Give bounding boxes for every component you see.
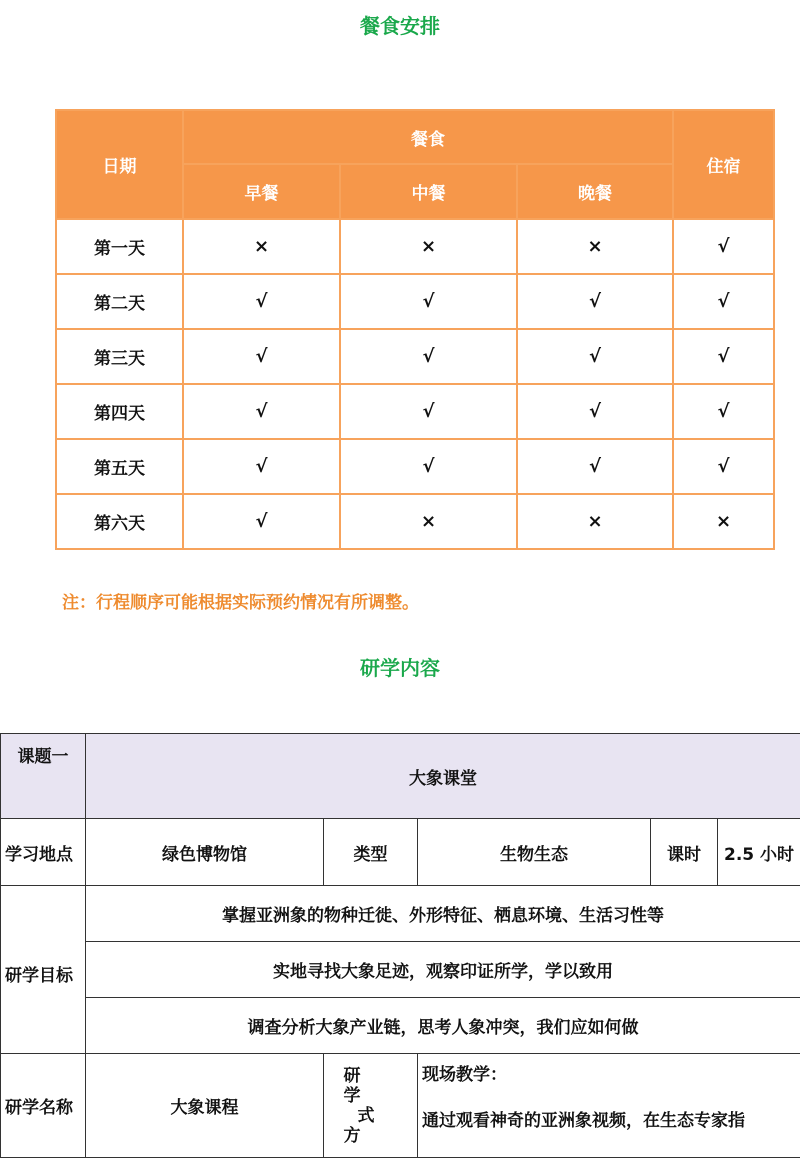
dinner-mark: √: [517, 439, 673, 494]
lodging-mark: √: [673, 384, 774, 439]
table-row: [56, 384, 774, 439]
breakfast-mark: √: [183, 439, 340, 494]
table-row: [56, 274, 774, 329]
meals-header: 餐食: [183, 110, 673, 164]
location-value: 绿色博物馆: [86, 819, 324, 886]
method-title: 现场教学：: [422, 1062, 800, 1088]
breakfast-mark: √: [183, 494, 340, 549]
topic-label-cell: [1, 734, 86, 819]
table-row: [56, 329, 774, 384]
day-label: 第五天: [56, 439, 183, 494]
type-label: 类型: [324, 819, 418, 886]
method-label-char: 式: [358, 1106, 375, 1126]
date-header: 日期: [56, 110, 183, 219]
breakfast-mark: √: [183, 329, 340, 384]
lodging-mark: √: [673, 274, 774, 329]
meal-table: [55, 109, 775, 550]
breakfast-mark: √: [183, 384, 340, 439]
dinner-mark: √: [517, 329, 673, 384]
name-row: [1, 1054, 800, 1158]
topic-label: 课题一: [18, 747, 69, 767]
dinner-mark: √: [517, 274, 673, 329]
method-content: [418, 1054, 800, 1158]
goal-item: 调查分析大象产业链，思考人象冲突，我们应如何做: [86, 998, 800, 1054]
breakfast-mark: ×: [183, 219, 340, 274]
location-label: 学习地点: [1, 819, 86, 886]
goal-row: [1, 942, 800, 998]
type-value: 生物生态: [418, 819, 651, 886]
dinner-header: 晚餐: [517, 164, 673, 219]
dinner-mark: ×: [517, 219, 673, 274]
lunch-mark: ×: [340, 494, 517, 549]
day-label: 第三天: [56, 329, 183, 384]
table-row: [56, 219, 774, 274]
research-content-title: 研学内容: [0, 652, 800, 681]
lodging-mark: √: [673, 219, 774, 274]
breakfast-header: 早餐: [183, 164, 340, 219]
goal-row: [1, 998, 800, 1054]
goals-label-cell: [1, 886, 86, 1054]
dinner-mark: √: [517, 384, 673, 439]
lodging-mark: √: [673, 439, 774, 494]
location-row: [1, 819, 800, 886]
hours-value: 2.5 小时: [718, 819, 800, 886]
method-label-cell: [324, 1054, 418, 1158]
dinner-mark: ×: [517, 494, 673, 549]
goal-row: [1, 886, 800, 942]
research-table: [0, 733, 800, 1158]
day-label: 第四天: [56, 384, 183, 439]
lunch-mark: √: [340, 439, 517, 494]
topic-row: [1, 734, 800, 819]
name-value: 大象课程: [86, 1054, 324, 1158]
method-label-char: 学: [344, 1086, 404, 1106]
breakfast-mark: √: [183, 274, 340, 329]
lunch-mark: ×: [340, 219, 517, 274]
schedule-note: 注：行程顺序可能根据实际预约情况有所调整。: [62, 588, 419, 613]
day-label: 第二天: [56, 274, 183, 329]
goals-label: 研学目标: [5, 966, 73, 986]
lodging-mark: ×: [673, 494, 774, 549]
hours-label: 课时: [651, 819, 718, 886]
method-text: 通过观看神奇的亚洲象视频，在生态专家指: [422, 1108, 800, 1134]
day-label: 第六天: [56, 494, 183, 549]
method-label: [338, 1066, 404, 1146]
table-row: [56, 494, 774, 549]
lunch-mark: √: [340, 329, 517, 384]
method-label-char: 方: [344, 1126, 404, 1146]
lunch-mark: √: [340, 274, 517, 329]
name-label: 研学名称: [1, 1054, 86, 1158]
lunch-mark: √: [340, 384, 517, 439]
goal-item: 掌握亚洲象的物种迁徙、外形特征、栖息环境、生活习性等: [86, 886, 800, 942]
lunch-header: 中餐: [340, 164, 517, 219]
meal-arrangement-title: 餐食安排: [0, 10, 800, 39]
method-label-line: [344, 1086, 404, 1126]
goal-item: 实地寻找大象足迹，观察印证所学，学以致用: [86, 942, 800, 998]
day-label: 第一天: [56, 219, 183, 274]
topic-name: 大象课堂: [86, 734, 800, 819]
lodging-mark: √: [673, 329, 774, 384]
method-label-char: 研: [344, 1066, 404, 1086]
table-row: [56, 439, 774, 494]
lodging-header: 住宿: [673, 110, 774, 219]
